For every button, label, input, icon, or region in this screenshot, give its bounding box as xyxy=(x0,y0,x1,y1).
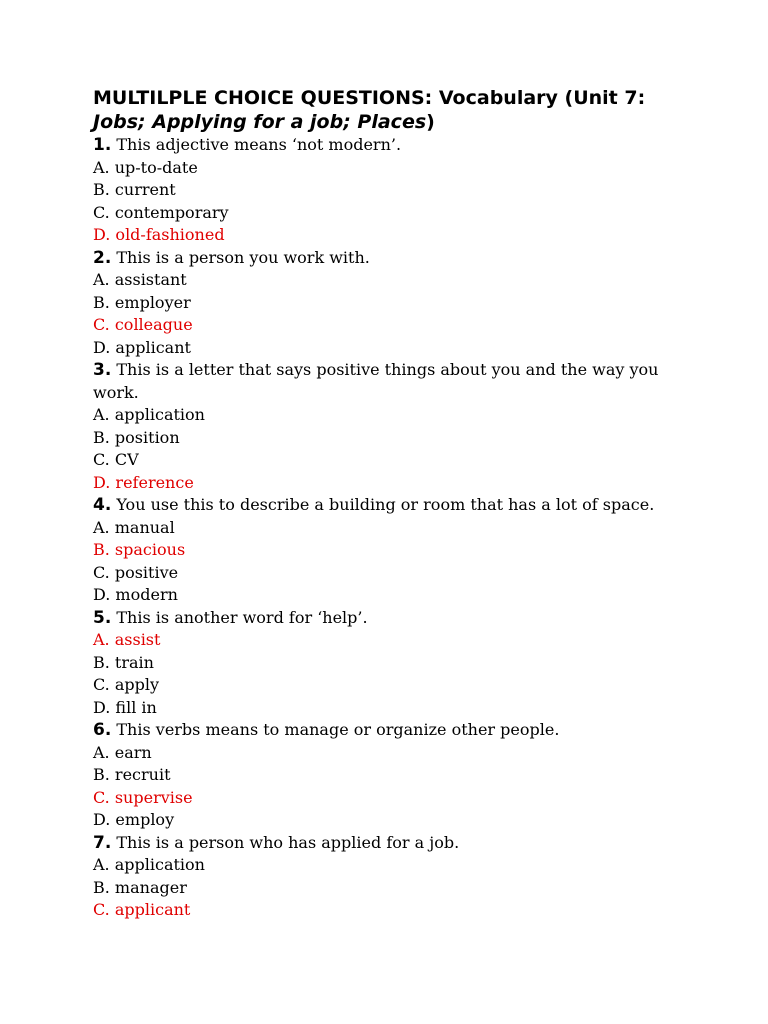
answer-option: A. assistant xyxy=(93,270,187,289)
answer-option-correct: C. applicant xyxy=(93,900,191,919)
question-stem xyxy=(93,832,693,855)
answer-option: C. positive xyxy=(93,562,179,582)
question-stem xyxy=(93,607,693,630)
question-stem xyxy=(93,134,693,157)
answer-option: D. employ xyxy=(93,810,175,829)
answer-option: B. recruit xyxy=(93,765,171,784)
answer-option: B. train xyxy=(93,652,154,672)
question-text: This is a person you work with. xyxy=(111,247,370,267)
question-5 xyxy=(93,607,693,720)
answer-option: A. manual xyxy=(93,517,175,537)
question-3 xyxy=(93,359,693,494)
answer-option: C. apply xyxy=(93,675,160,694)
question-text: This is a person who has applied for a job. xyxy=(111,832,460,852)
title-close: ) xyxy=(426,111,435,133)
answer-option: B. position xyxy=(93,427,180,447)
question-number: 5. xyxy=(93,607,112,628)
document-title xyxy=(93,86,693,134)
question-number: 7. xyxy=(93,832,112,853)
answer-option: D. fill in xyxy=(93,697,157,717)
answer-option-correct: D. reference xyxy=(93,472,194,492)
answer-option-correct: D. old-fashioned xyxy=(93,225,225,244)
answer-option: D. applicant xyxy=(93,337,191,357)
question-stem xyxy=(93,494,693,517)
question-7 xyxy=(93,832,693,922)
question-stem xyxy=(93,247,693,270)
question-number: 4. xyxy=(93,495,112,515)
answer-option: A. application xyxy=(93,855,205,874)
answer-option: C. contemporary xyxy=(93,202,229,222)
question-number: 1. xyxy=(93,135,112,155)
question-number: 6. xyxy=(93,720,112,740)
document-page xyxy=(93,86,693,922)
answer-option-correct: C. colleague xyxy=(93,315,193,334)
answer-option: B. manager xyxy=(93,877,187,897)
question-2 xyxy=(93,247,693,360)
title-italic-topics: Jobs; Applying for a job; Places xyxy=(93,111,427,133)
question-list xyxy=(93,134,693,922)
answer-option-correct: B. spacious xyxy=(93,540,186,559)
answer-option: A. earn xyxy=(93,742,152,762)
question-text: You use this to describe a building or room that has a lot of space. xyxy=(111,495,655,514)
question-text: This is another word for ‘help’. xyxy=(111,607,368,627)
question-1 xyxy=(93,134,693,247)
answer-option: A. application xyxy=(93,405,205,424)
question-text: This verbs means to manage or organize other people. xyxy=(111,720,560,739)
answer-option-correct: C. supervise xyxy=(93,787,193,807)
answer-option: B. employer xyxy=(93,292,191,312)
question-text: This adjective means ‘not modern’. xyxy=(111,135,402,154)
answer-option: C. CV xyxy=(93,450,139,469)
question-number: 2. xyxy=(93,247,112,268)
question-number: 3. xyxy=(93,360,112,380)
answer-option: D. modern xyxy=(93,585,178,604)
question-stem xyxy=(93,719,693,742)
question-4 xyxy=(93,494,693,607)
answer-option-correct: A. assist xyxy=(93,630,161,649)
question-text: This is a letter that says positive things about you and the way you work. xyxy=(93,360,659,402)
answer-option: A. up-to-date xyxy=(93,157,198,177)
question-stem xyxy=(93,359,693,404)
title-text: MULTILPLE CHOICE QUESTIONS: Vocabulary (Unit 7: xyxy=(93,87,646,109)
question-6 xyxy=(93,719,693,832)
answer-option: B. current xyxy=(93,180,176,199)
